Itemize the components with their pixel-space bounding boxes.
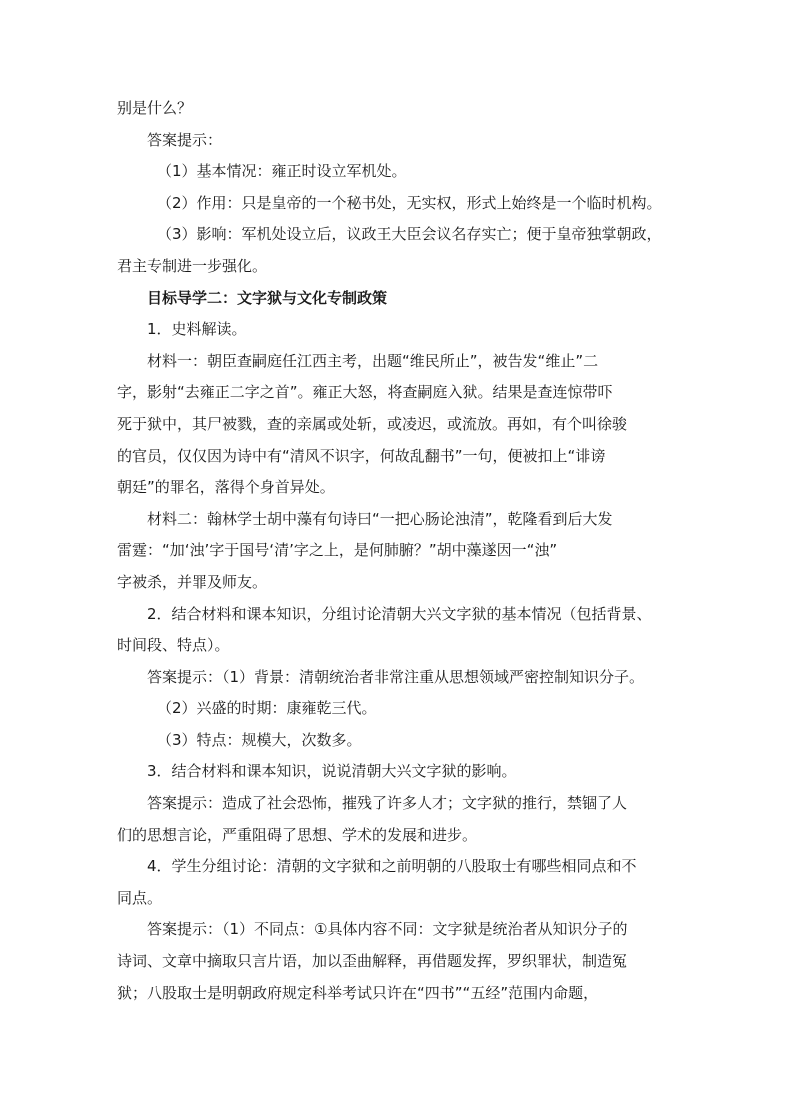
text-line: 2．结合材料和课本知识，分组讨论清朝大兴文字狱的基本情况（包括背景、: [147, 604, 652, 623]
text-line: 朝廷”的罪名，落得个身首异处。: [117, 478, 335, 497]
text-line: 答案提示：造成了社会恐怖，摧残了许多人才；文字狱的推行，禁锢了人: [147, 794, 628, 813]
text-line: （3）影响：军机处设立后，议政王大臣会议名存实亡；便于皇帝独掌朝政，: [157, 225, 662, 244]
text-line: 字，影射“去雍正二字之首”。雍正大怒，将查嗣庭入狱。结果是查连惊带吓: [117, 383, 613, 402]
text-line: 诗词、文章中摘取只言片语，加以歪曲解释，再借题发挥，罗织罪状，制造冤: [117, 952, 628, 971]
text-line: 时间段、特点）。: [117, 636, 230, 655]
text-line: 4．学生分组讨论：清朝的文字狱和之前明朝的八股取士有哪些相同点和不: [147, 857, 637, 876]
text-line: 材料二：翰林学士胡中藻有句诗曰“一把心肠论浊清”，乾隆看到后大发: [147, 509, 613, 528]
text-line: 君主专制进一步强化。: [117, 256, 268, 275]
text-line: （2）作用：只是皇帝的一个秘书处，无实权，形式上始终是一个临时机构。: [157, 193, 662, 212]
text-line: 的官员，仅仅因为诗中有“清风不识字，何故乱翻书”一句，便被扣上“诽谤: [117, 446, 606, 465]
text-line: 答案提示：: [147, 130, 223, 149]
text-line: 字被杀，并罪及师友。: [117, 572, 268, 591]
text-line: 别是什么？: [117, 99, 193, 117]
document-page: [117, 93, 673, 1009]
text-line: 死于狱中，其尸被戮，查的亲属或处斩，或凌迟，或流放。再如，有个叫徐骏: [117, 414, 628, 433]
text-line: （2）兴盛的时期：康雍乾三代。: [157, 699, 377, 718]
text-line: 答案提示：（1）不同点：①具体内容不同：文字狱是统治者从知识分子的: [147, 920, 628, 939]
text-line: 们的思想言论，严重阻碍了思想、学术的发展和进步。: [117, 825, 478, 844]
text-line: （1）基本情况：雍正时设立军机处。: [157, 162, 407, 181]
text-line: 雷霆：“加‘浊’字于国号‘清’字之上，是何肺腑？”胡中藻遂因一“浊”: [117, 541, 558, 560]
text-line: （3）特点：规模大，次数多。: [157, 730, 362, 749]
section-heading: 目标导学二：文字狱与文化专制政策: [147, 288, 388, 307]
text-line: 1．史料解读。: [147, 320, 247, 339]
text-line: 材料一：朝臣查嗣庭任江西主考，出题“维民所止”，被告发“维止”二: [147, 351, 599, 370]
text-line: 答案提示：（1）背景：清朝统治者非常注重从思想领域严密控制知识分子。: [147, 667, 645, 686]
text-line: 狱；八股取士是明朝政府规定科举考试只许在“四书”“五经”范围内命题，: [117, 983, 599, 1002]
text-line: 3．结合材料和课本知识，说说清朝大兴文字狱的影响。: [147, 762, 517, 781]
text-line: 同点。: [117, 888, 163, 907]
